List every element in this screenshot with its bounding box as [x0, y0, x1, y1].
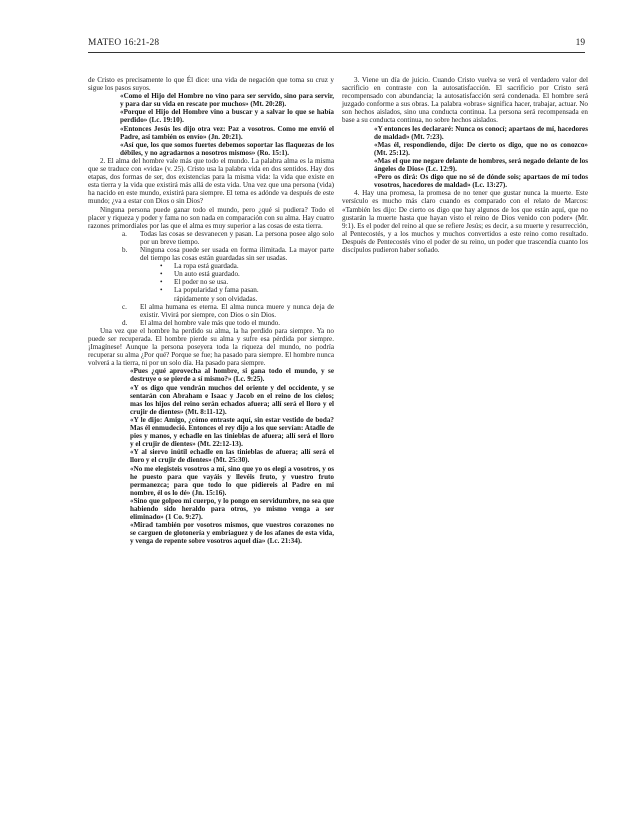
bullet-item: • La popularidad y fama pasan.: [160, 286, 259, 295]
scripture-quote: «Y al siervo inútil echadle en las tinieblas de afuera; allí será el lloro y el crujir de dientes» (Mt. 25:30).: [130, 448, 334, 465]
scripture-quote: «Entonces Jesús les dijo otra vez: Paz a vosotros. Como me envió el Padre, así también os envío» (Jn. 20:21).: [120, 124, 334, 141]
point-2-paragraph: 2. El alma del hombre vale más que todo el mundo. La palabra alma es la misma que se traduce con «vida» (v. 25). Cristo usa la palabra vida en dos sentidos. Hay dos etapas, dos formas de ser, dos existencias para la misma vida: la vida que existe en esta tierra y la vida que existirá más allá de esta vida. Una vez que una persona (vida) ha nacido en este mundo, existirá para siempre. El tema es adónde va después de este mundo; ¿va a estar con Dios o sin Dios?: [88, 156, 334, 206]
scripture-quote: «Y entonces les declararé: Nunca os conocí; apartaos de mí, hacedores de maldad» (Mt. 7:23).: [374, 124, 588, 141]
list-item-text: Todas las cosas se desvanecen y pasan. La persona posee algo solo por un breve tiempo.: [140, 229, 334, 246]
list-marker: a.: [122, 229, 127, 238]
scripture-quote: «Mirad también por vosotros mismos, que vuestros corazones no se carguen de glotonería y embriaguez y de los afanes de esta vida, y venga de repente sobre vosotros aquel día» (Lc. 21:34).: [130, 521, 334, 546]
list-item-text: El alma humana es eterna. El alma nunca muere y nunca deja de existir. Vivirá por siempre, con Dios o sin Dios.: [140, 302, 334, 319]
body-paragraph: Una vez que el hombre ha perdido su alma, la ha perdido para siempre. Ya no puede ser recuperada. El hombre pierde su alma y sufre esa pérdida por siempre. ¡Imagínese! Aunque la persona poseyera toda la riqueza del mundo, no podría recuperar su alma ¿Por qué? Porque se fue; ha pasado para siempre. El hombre nunca volverá a la tierra, ni por un solo día. Ha pasado para siempre.: [88, 326, 334, 368]
point-4-paragraph: 4. Hay una promesa, la promesa de no tener que gustar nunca la muerte. Este versículo es mucho más claro cuando es comparado con el relato de Marcos: «También les dijo: De cierto os digo que hay algunos de los que están aquí, que no gustarán la muerte hasta que hayan visto el reino de Dios venido con poder» (Mr. 9:1). Es el poder del reino al que se refiere Jesús; es decir, a su muerte y resurrección, al Pentecostés, y a los muchos y muchos convertidos a este reino como resultado. Después de Pentecostés vino el poder de su reino, un poder que trascendía cuanto los discípulos pudieron haber soñado.: [342, 189, 588, 254]
scripture-quote: «Y os digo que vendrán muchos del oriente y del occidente, y se sentarán con Abraham e Isaac y Jacob en el reino de los cielos; mas los hijos del reino serán echados afuera; allí será el lloro y el crujir de dientes» (Mt. 8:11-12).: [130, 383, 334, 416]
bullet-icon: •: [160, 262, 163, 271]
list-item-text: El alma del hombre vale más que todo el mundo.: [140, 318, 280, 327]
bullet-icon: •: [160, 286, 163, 295]
intro-paragraph: de Cristo es precisamente lo que Él dice: una vida de negación que toma su cruz y sigue los pasos suyos.: [88, 76, 334, 93]
bullet-continuation: rápidamente y son olvidadas.: [174, 294, 258, 303]
list-item-text: Ninguna cosa puede ser usada en forma ilimitada. La mayor parte del tiempo las cosas están guardadas sin ser usadas.: [140, 245, 334, 263]
point-3-paragraph: 3. Viene un día de juicio. Cuando Cristo vuelva se verá el verdadero valor del sacrificio en contraste con la autosatisfacción. El sacrificio por Cristo será recompensado con abundancia; la autosatisfacción será condenada. El hombre será juzgado conforme a sus obras. La palabra «obras» significa hacer, trabajar, actuar. No son hechos aislados, sino una conducta continua. La persona será recompensada en base a su conducta continua, no sobre hechos aislados.: [342, 76, 588, 125]
scripture-quote: «Como el Hijo del Hombre no vino para ser servido, sino para servir, y para dar su vida en rescate por muchos» (Mt. 20:28).: [120, 92, 334, 109]
scripture-quote: «Mas él, respondiendo, dijo: De cierto os digo, que no os conozco» (Mt. 25:12).: [374, 140, 588, 157]
running-title: MATEO 16:21-28: [88, 38, 160, 48]
bullet-item: • La ropa está guardada.: [160, 262, 239, 271]
reasons-list: [88, 230, 334, 262]
scripture-quote: «Así que, los que somos fuertes debemos soportar las flaquezas de los débiles, y no agradarnos a nosotros mismos» (Ro. 15:1).: [120, 140, 334, 157]
header-rule: [88, 52, 585, 53]
reasons-list-continued: [88, 303, 334, 327]
scripture-quote: «No me elegisteis vosotros a mí, sino que yo os elegí a vosotros, y os he puesto para que vayáis y llevéis fruto, y vuestro fruto permanezca; para que todo lo que pidiereis al Padre en mi nombre, él os lo dé» (Jn. 15:16).: [130, 464, 334, 497]
bullet-list: [88, 262, 334, 294]
scripture-quote: «Porque el Hijo del Hombre vino a buscar y a salvar lo que se había perdido» (Lc. 19:10).: [120, 108, 334, 125]
body-paragraph: Ninguna persona puede ganar todo el mundo, pero ¿qué si pudiera? Todo el placer y riqueza y poder y fama no son nada en comparación con su alma. Hay cuatro razones primordiales por las que el alma es muy superior a las cosas de esta tierra.: [88, 205, 334, 230]
list-item: [88, 319, 334, 327]
list-marker: b.: [122, 245, 128, 254]
page-number: 19: [575, 38, 585, 48]
bullet-icon: •: [160, 270, 163, 279]
list-marker: d.: [122, 318, 128, 327]
scripture-quote: «Pero os dirá: Os digo que no sé de dónde sois; apartaos de mí todos vosotros, hacedores de maldad» (Lc. 13:27).: [374, 173, 588, 190]
list-marker: c.: [122, 302, 127, 311]
right-column: [342, 76, 588, 254]
list-item: [88, 246, 334, 262]
bullet-item: • El poder no se usa.: [160, 278, 229, 287]
list-item: [88, 303, 334, 319]
bullet-item: • Un auto está guardado.: [160, 270, 240, 279]
scripture-quote: «Mas el que me negare delante de hombres, será negado delante de los ángeles de Dios» (Lc. 12:9).: [374, 156, 588, 174]
bullet-icon: •: [160, 278, 163, 287]
page-header: [88, 37, 585, 51]
list-item: [88, 230, 334, 246]
scripture-quote: «Pues ¿qué aprovecha al hombre, si gana todo el mundo, y se destruye o se pierde a sí mismo?» (Lc. 9:25).: [130, 367, 334, 384]
scripture-quote: «Y le dijo: Amigo, ¿cómo entraste aquí, sin estar vestido de boda? Mas él enmudeció. Entonces el rey dijo a los que servían: Atadle de pies y manos, y echadle en las tinieblas de afuera; allí será el lloro y el crujir de dientes» (Mt. 22:12-13).: [130, 415, 334, 449]
left-column: [88, 76, 334, 545]
scripture-quote: «Sino que golpeo mi cuerpo, y lo pongo en servidumbre, no sea que habiendo sido heraldo para otros, yo mismo venga a ser eliminado» (1 Co. 9:27).: [130, 496, 334, 522]
